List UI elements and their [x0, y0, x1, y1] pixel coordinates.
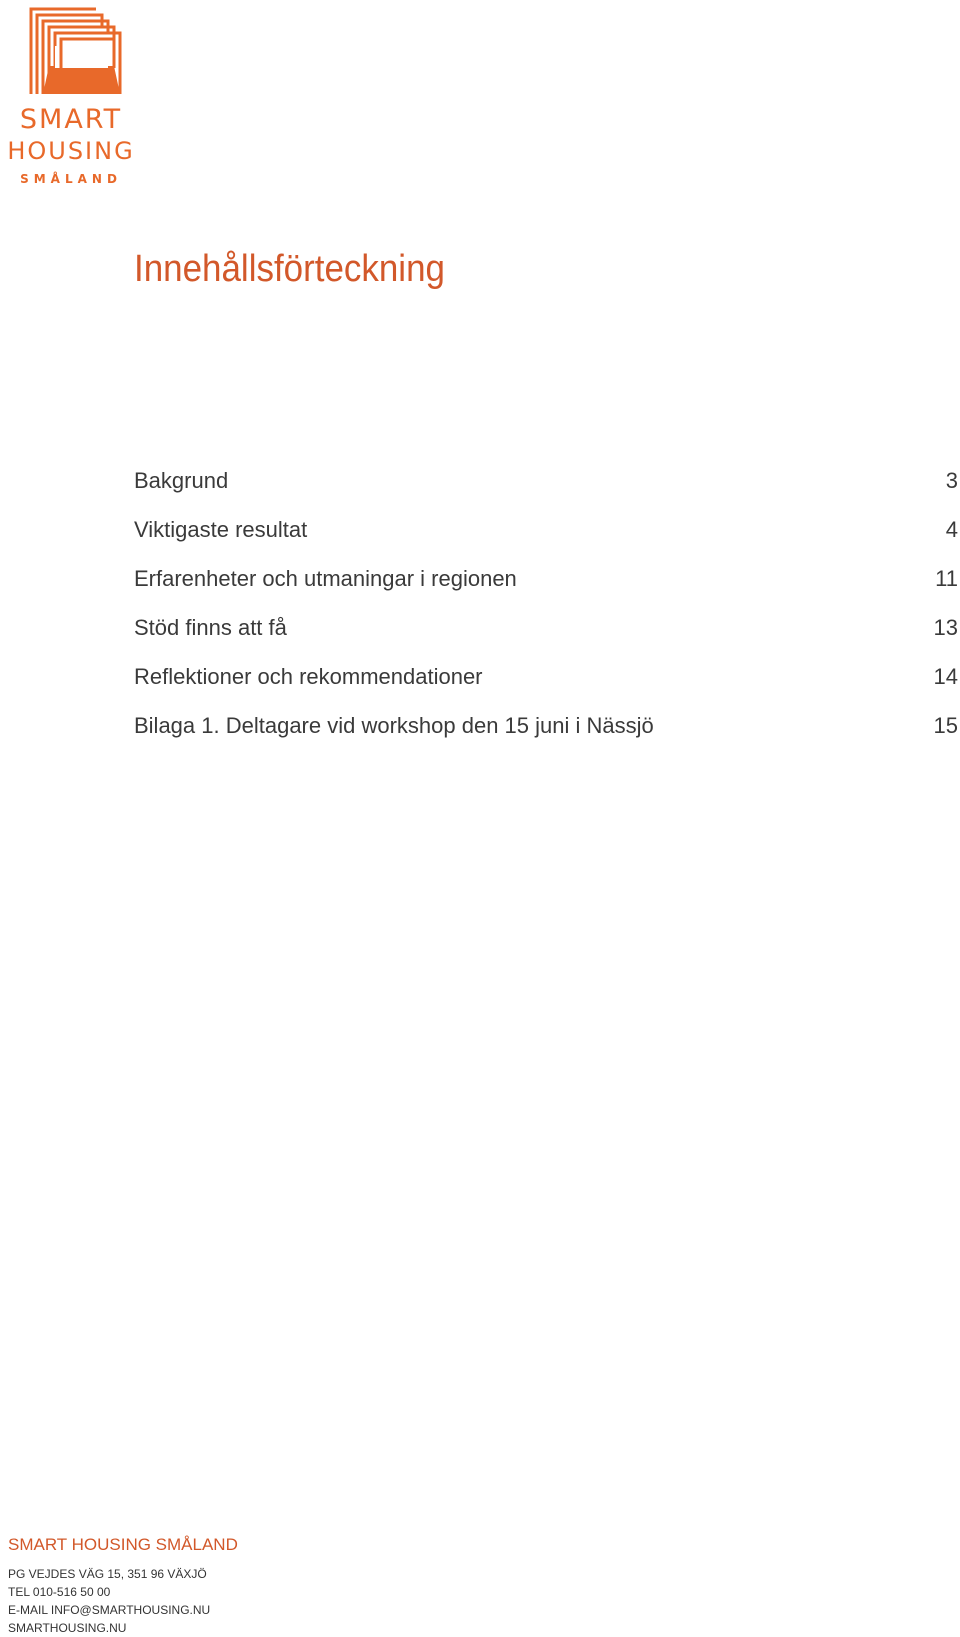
- page-footer: [8, 1535, 408, 1637]
- page-title: Innehållsförteckning: [134, 248, 445, 290]
- toc-entry-label: Stöd finns att få: [134, 614, 287, 640]
- toc-entry-label: Bilaga 1. Deltagare vid workshop den 15 juni i Nässjö: [134, 712, 654, 738]
- footer-phone: TEL 010-516 50 00: [8, 1585, 111, 1599]
- toc-entry-label: Viktigaste resultat: [134, 516, 308, 542]
- toc-entry[interactable]: [134, 701, 960, 750]
- table-of-contents: [134, 456, 960, 750]
- logo-text-smart: SMART: [19, 104, 123, 135]
- toc-entry-label: Bakgrund: [134, 467, 229, 493]
- logo-text-smaland: SMÅLAND: [20, 172, 122, 186]
- company-logo: [6, 6, 136, 196]
- toc-entry-page: 14: [933, 663, 958, 689]
- toc-entry[interactable]: [134, 652, 960, 701]
- toc-entry-page: 11: [935, 565, 958, 591]
- toc-entry[interactable]: [134, 505, 960, 554]
- footer-address: PG VEJDES VÄG 15, 351 96 VÄXJÖ: [8, 1567, 207, 1581]
- footer-email[interactable]: E-MAIL INFO@SMARTHOUSING.NU: [8, 1603, 211, 1617]
- footer-organization: SMART HOUSING SMÅLAND: [8, 1535, 238, 1554]
- toc-entry-label: Erfarenheter och utmaningar i regionen: [134, 565, 517, 591]
- footer-website[interactable]: SMARTHOUSING.NU: [8, 1621, 127, 1635]
- toc-entry-page: 4: [945, 516, 958, 542]
- logo-text-housing: HOUSING: [7, 137, 135, 165]
- toc-entry-page: 13: [933, 614, 958, 640]
- toc-entry[interactable]: [134, 603, 960, 652]
- toc-entry[interactable]: [134, 456, 960, 505]
- toc-entry-page: 3: [945, 467, 958, 493]
- toc-entry-label: Reflektioner och rekommendationer: [134, 663, 483, 689]
- smart-housing-frame-logo-icon: [28, 6, 122, 96]
- toc-entry-page: 15: [933, 712, 958, 738]
- toc-entry[interactable]: [134, 554, 960, 603]
